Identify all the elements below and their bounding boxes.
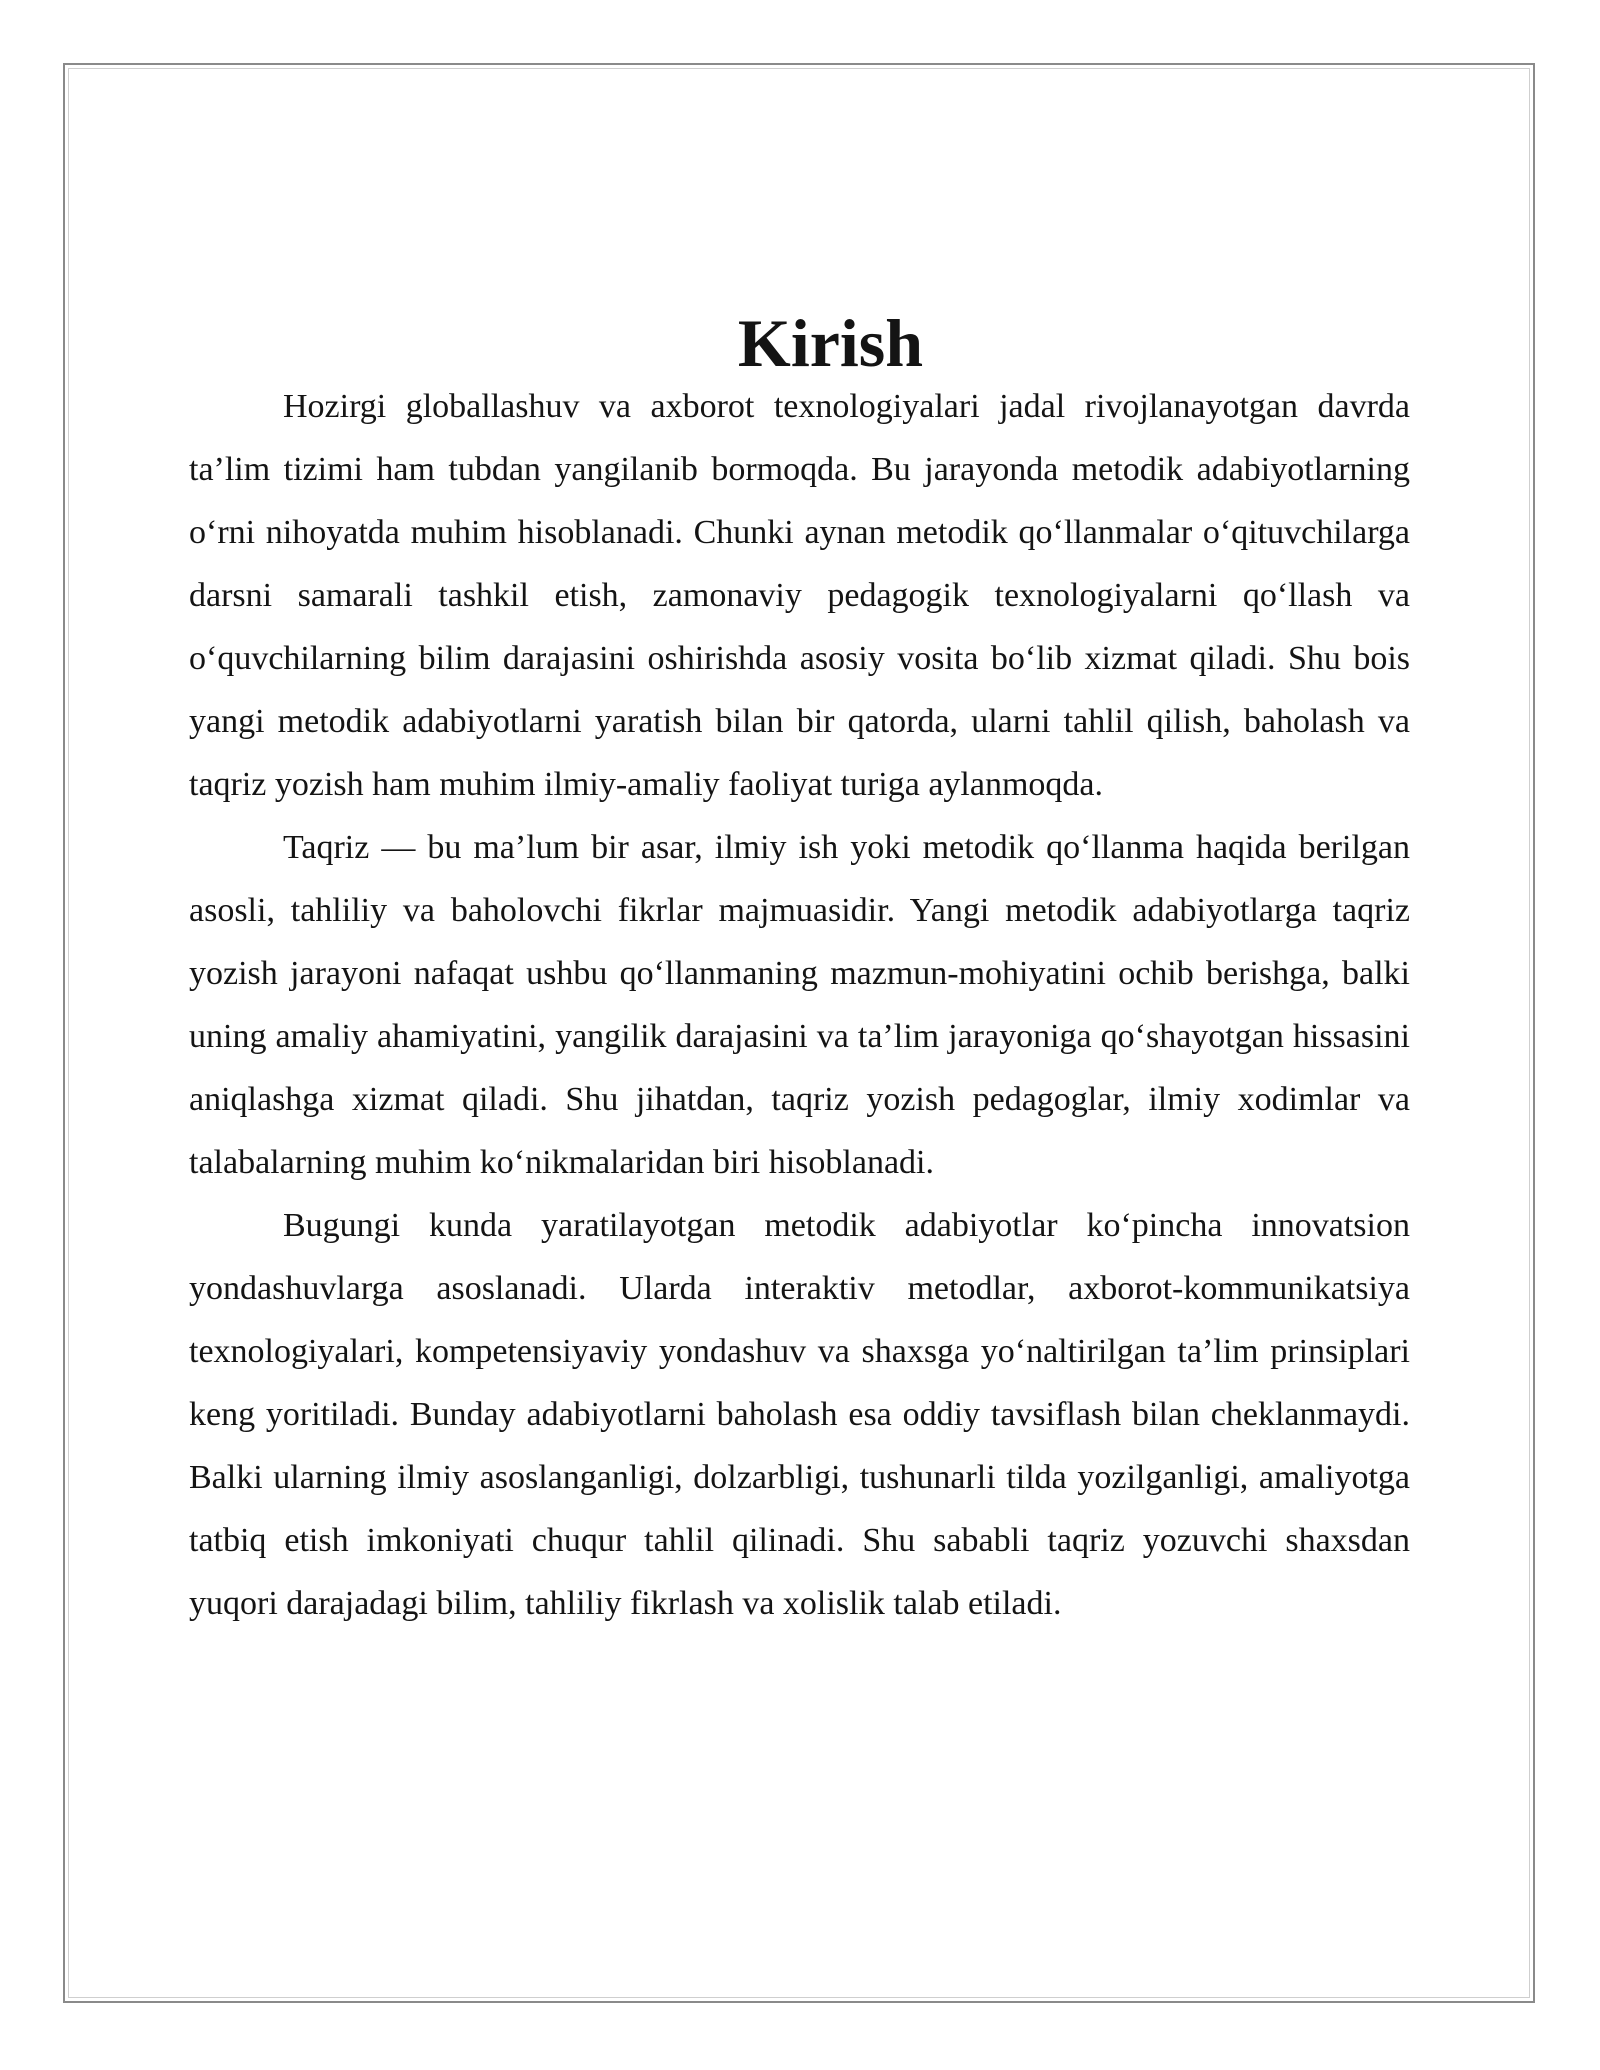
paragraph-1: Hozirgi globallashuv va axborot texnologiyalari jadal rivojlanayotgan davrda ta’lim tizimi ham tubdan yangilanib bormoqda. Bu jarayonda metodik adabiyotlarning oʻrni nihoyatda muhim hisoblanadi. Chunki aynan metodik qoʻllanmalar oʻqituvchilarga darsni samarali tashkil etish, zamonaviy pedagogik texnologiyalarni qoʻllash va oʻquvchilarning bilim darajasini oshirishda asosiy vosita boʻlib xizmat qiladi. Shu bois yangi metodik adabiyotlarni yaratish bilan bir qatorda, ularni tahlil qilish, baholash va taqriz yozish ham muhim ilmiy-amaliy faoliyat turiga aylanmoqda. [189,388,1410,803]
paragraph-3: Bugungi kunda yaratilayotgan metodik adabiyotlar koʻpincha innovatsion yondashuvlarga asoslanadi. Ularda interaktiv metodlar, axborot-kommunikatsiya texnologiyalari, kompetensiyaviy yondashuv va shaxsga yoʻnaltirilgan ta’lim prinsiplari keng yoritiladi. Bunday adabiyotlarni baholash esa oddiy tavsiflash bilan cheklanmaydi. Balki ularning ilmiy asoslanganligi, dolzarbligi, tushunarli tilda yozilganligi, amaliyotga tatbiq etish imkoniyati chuqur tahlil qilinadi. Shu sababli taqriz yozuvchi shaxsdan yuqori darajadagi bilim, tahliliy fikrlash va xolislik talab etiladi. [189,1207,1410,1622]
paragraph-2: Taqriz — bu ma’lum bir asar, ilmiy ish yoki metodik qoʻllanma haqida berilgan asosli, tahliliy va baholovchi fikrlar majmuasidir. Yangi metodik adabiyotlarga taqriz yozish jarayoni nafaqat ushbu qoʻllanmaning mazmun-mohiyatini ochib berishga, balki uning amaliy ahamiyatini, yangilik darajasini va ta’lim jarayoniga qoʻshayotgan hissasini aniqlashga xizmat qiladi. Shu jihatdan, taqriz yozish pedagoglar, ilmiy xodimlar va talabalarning muhim koʻnikmalaridan biri hisoblanadi. [189,829,1410,1181]
document-body [189,305,1410,1635]
document-title: Kirish [737,305,924,381]
